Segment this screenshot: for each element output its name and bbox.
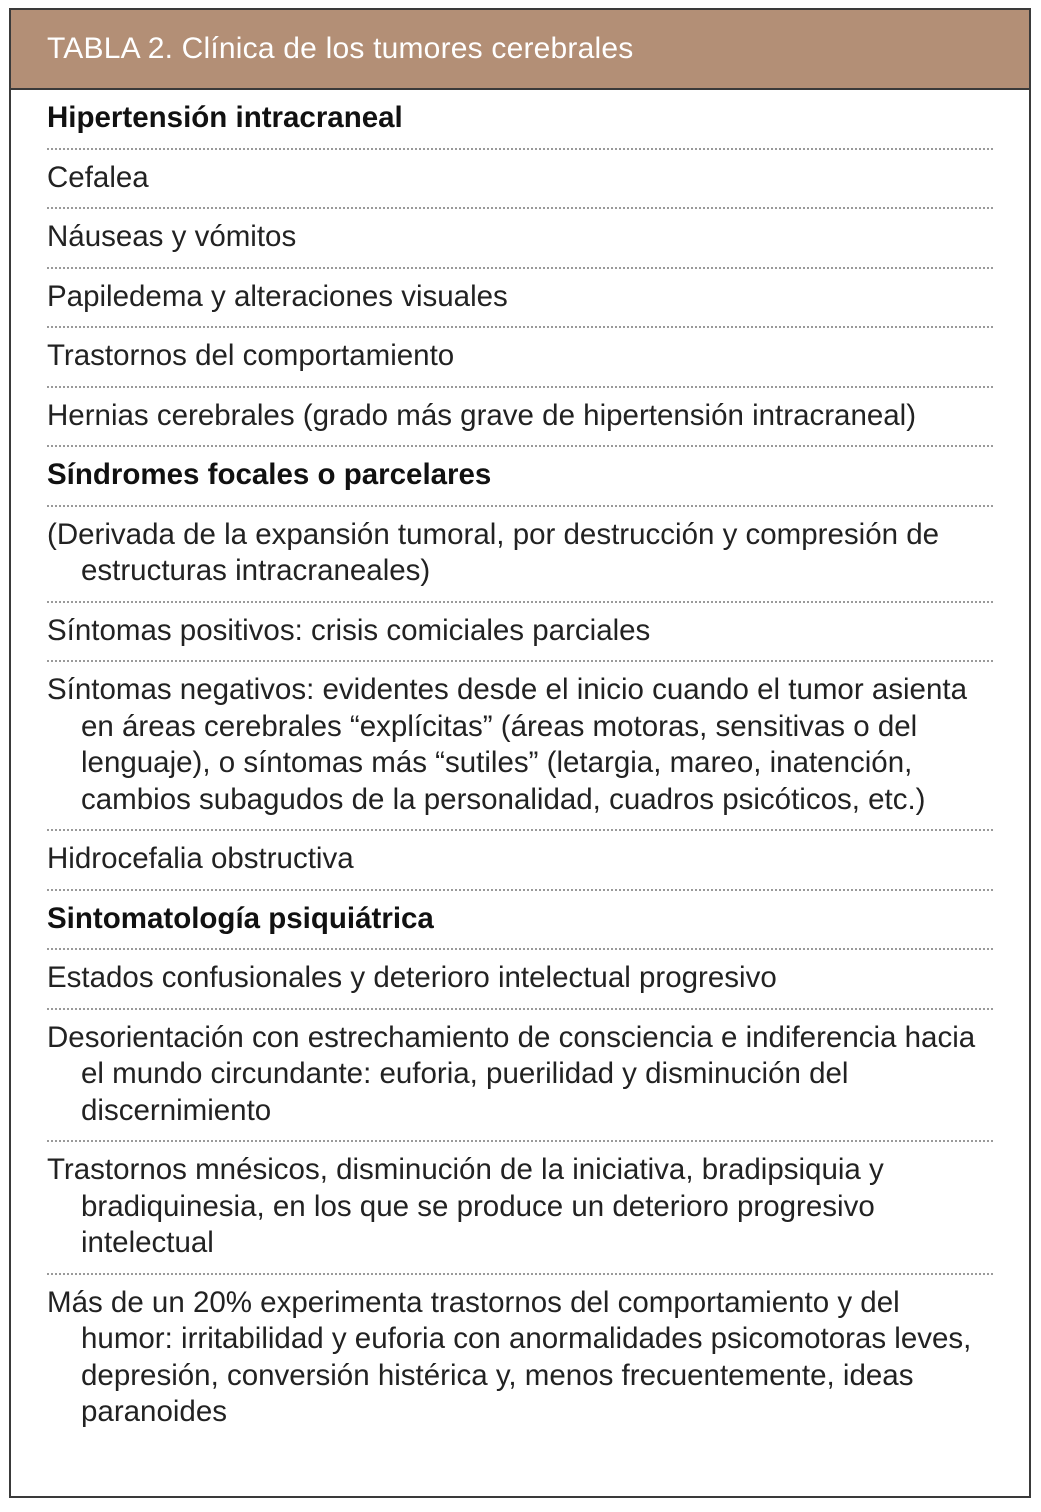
table-row: Cefalea — [47, 150, 993, 210]
section-heading: Hipertensión intracraneal — [47, 90, 993, 150]
table-row: Síntomas negativos: evidentes desde el inicio cuando el tumor asienta en áreas cerebrales “explícitas” (áreas motoras, sensitivas o del lenguaje), o síntomas más “sutiles” (letargia, mareo, inatención, cambios subagudos de la personalidad, cuadros psicóticos, etc.) — [47, 662, 993, 831]
section-heading: Síndromes focales o parcelares — [47, 447, 993, 507]
table-row: Náuseas y vómitos — [47, 209, 993, 269]
table-title: TABLA 2. Clínica de los tumores cerebrales — [47, 32, 634, 65]
table-row: Síntomas positivos: crisis comiciales parciales — [47, 603, 993, 663]
section-heading: Sintomatología psiquiátrica — [47, 891, 993, 951]
table-title-bar — [11, 10, 1029, 90]
table-row: Hernias cerebrales (grado más grave de hipertensión intracraneal) — [47, 388, 993, 448]
table-rows — [11, 90, 1029, 1442]
table-row: Trastornos del comportamiento — [47, 328, 993, 388]
table-row: Papiledema y alteraciones visuales — [47, 269, 993, 329]
table-row: Desorientación con estrechamiento de consciencia e indiferencia hacia el mundo circundante: euforia, puerilidad y disminución del discernimiento — [47, 1010, 993, 1143]
table-row: Hidrocefalia obstructiva — [47, 831, 993, 891]
table-row: Más de un 20% experimenta trastornos del comportamiento y del humor: irritabilidad y euforia con anormalidades psicomotoras leves, depresión, conversión histérica y, menos frecuentemente, ideas paranoides — [47, 1285, 972, 1428]
table-row: (Derivada de la expansión tumoral, por destrucción y compresión de estructuras intracraneales) — [47, 507, 993, 603]
table-row: Estados confusionales y deterioro intelectual progresivo — [47, 950, 993, 1010]
table-row: Trastornos mnésicos, disminución de la iniciativa, bradipsiquia y bradiquinesia, en los que se produce un deterioro progresivo intelectual — [47, 1142, 993, 1275]
clinical-table — [9, 8, 1031, 1498]
